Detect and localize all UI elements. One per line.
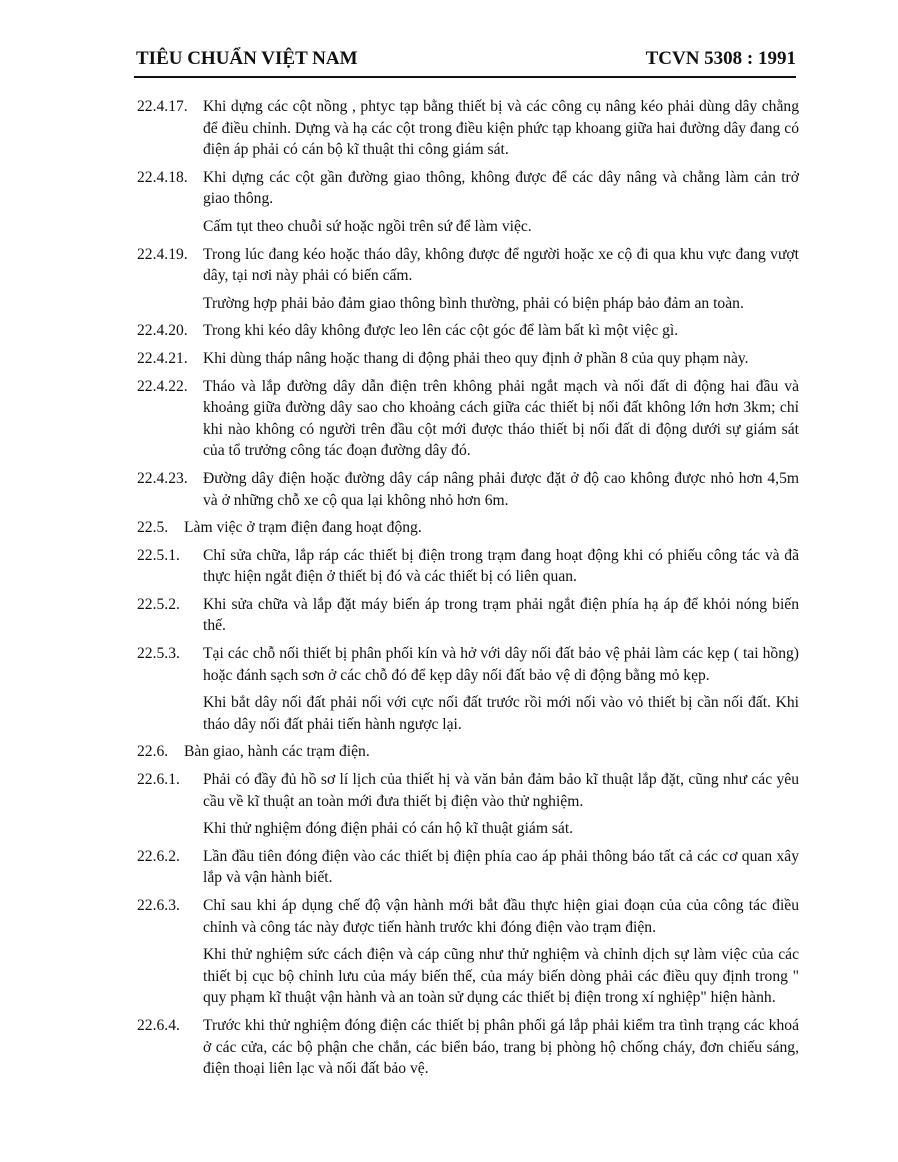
clause-item: [137, 468, 799, 511]
clause-text: Lần đầu tiên đóng điện vào các thiết bị điện phía cao áp phải thông báo tất cả các cơ quan xây lắp và vận hành biết.: [203, 847, 799, 887]
clause-number: 22.5.3.: [137, 645, 180, 663]
clause-item: [137, 594, 799, 637]
clause-number: 22.6.2.: [137, 847, 180, 865]
clause-number: 22.5.1.: [137, 546, 180, 564]
section-heading: [137, 741, 799, 763]
clause-text: Chỉ sau khi áp dụng chế độ vận hành mới bắt đầu thực hiện giai đoạn của của công tác điều chỉnh và công tác này được tiến hành trước khi đóng điện vào trạm điện.: [203, 897, 799, 936]
clause-number: 22.5.: [137, 519, 169, 537]
clause-text: Khi dựng các cột nồng , phtyc tạp bằng thiết bị và các công cụ nâng kéo phải dùng dây chằng để điều chỉnh. Dựng và hạ các cột trong điều kiện phức tạp khoang giữa hai đường dây đang có điện áp phải có cán bộ kĩ thuật thi công giám sát.: [203, 98, 799, 159]
clause-text: Trong khi kéo dây không được leo lên các cột góc để làm bất kì một việc gì.: [203, 322, 679, 340]
clause-number: 22.4.21.: [137, 349, 188, 367]
clause-item: [137, 643, 799, 686]
clause-item: [137, 376, 799, 462]
clause-number: 22.4.22.: [137, 377, 188, 395]
clause-number: 22.6.: [137, 743, 169, 761]
clause-number: 22.4.19.: [137, 245, 188, 263]
clause-paragraph: Khi bắt dây nối đất phải nối với cực nối đất trước rồi mới nối vào vỏ thiết bị cần nối đất. Khi tháo dây nối đất phải tiến hành ngược lại.: [203, 694, 799, 733]
clause-number: 22.4.23.: [137, 469, 188, 487]
clause-item: [137, 244, 799, 287]
clause-text: Chỉ sửa chữa, lắp ráp các thiết bị điện trong trạm đang hoạt động khi có phiếu công tác và đã thực hiện ngắt điện ở thiết bị đó và các thiết bị có liên quan.: [203, 546, 799, 586]
clause-number: 22.6.1.: [137, 771, 180, 789]
clause-text: Khi dùng tháp nâng hoặc thang di động phải theo quy định ở phần 8 của quy phạm này.: [203, 349, 749, 367]
clause-text: Phải có đầy đủ hồ sơ lí lịch của thiết hị và văn bản đảm bảo kĩ thuật lắp đặt, cũng như các yêu cầu về kĩ thuật an toàn mới đưa thiết bị điện vào thử nghiệm.: [203, 771, 799, 810]
clause-text: Đường dây điện hoặc đường dây cáp nâng phải được đặt ở độ cao không được nhỏ hơn 4,5m và ở những chỗ xe cộ qua lại không nhỏ hơn 6m.: [203, 469, 799, 509]
clause-item: [137, 846, 799, 889]
clause-item: [137, 769, 799, 812]
header-standard-code: TCVN 5308 : 1991: [645, 48, 796, 69]
clause-item: [137, 895, 799, 938]
clause-number: 22.4.20.: [137, 322, 188, 340]
document-body: [137, 96, 799, 1086]
clause-text: Khi dựng các cột gần đường giao thông, không được để các dây nâng và chằng làm cản trở giao thông.: [203, 168, 799, 208]
clause-paragraph: Cấm tụt theo chuỗi sứ hoặc ngồi trên sứ để làm việc.: [203, 217, 532, 235]
clause-item: [137, 320, 799, 342]
clause-paragraph: Khi thử nghiệm đóng điện phải có cán hộ kĩ thuật giám sát.: [203, 820, 574, 838]
header-standard-title: TIÊU CHUẨN VIỆT NAM: [136, 48, 358, 69]
clause-text: Làm việc ở trạm điện đang hoạt động.: [184, 519, 422, 537]
clause-number: 22.4.18.: [137, 168, 188, 186]
page-header: [134, 44, 796, 78]
clause-item: [137, 545, 799, 588]
clause-number: 22.6.4.: [137, 1016, 180, 1034]
clause-text: Khi sửa chữa và lắp đặt máy biến áp trong trạm phải ngắt điện phía hạ áp để khỏi nóng biến thế.: [203, 595, 799, 635]
clause-text: Trong lúc đang kéo hoặc tháo dây, không được để người hoặc xe cộ đi qua khu vực đang vượt dây, tại nơi này phải có biến cấm.: [203, 245, 799, 285]
clause-paragraph: Khi thử nghiệm sức cách điện và cáp cũng như thử nghiệm và chỉnh dịch sự làm việc của các thiết bị cục bộ chỉnh lưu của máy biến thế, của máy biến dòng phải các điều quy định trong " quy phạm kĩ thuật vận hành và an toàn sử dụng các thiết bị điện trong xí nghiệp" hiện hành.: [203, 946, 799, 1007]
clause-text: Tháo và lắp đường dây dẫn điện trên không phải ngắt mạch và nối đất di động hai đầu và khoảng giữa đường dây sao cho khoảng cách giữa các thiết bị nối đất không lớn hơn 3km; chỉ khi nào không có người trên đầu cột mới được tháo thiết bị nối đất di động dưới sự giám sát của tổ trưởng công tác đoạn đường dây đó.: [203, 377, 799, 460]
clause-item: [137, 96, 799, 161]
clause-text: Bàn giao, hành các trạm điện.: [184, 743, 370, 761]
clause-number: 22.4.17.: [137, 98, 188, 115]
clause-text: Trước khi thử nghiệm đóng điện các thiết bị phân phối gá lắp phải kiểm tra tình trạng các khoá ở các cửa, các bộ phận che chắn, các biển báo, trang bị phòng hộ chống cháy, đơn chiếu sáng, điện thoại liên lạc và nối đất bảo vệ.: [203, 1016, 799, 1078]
clause-item: [137, 1015, 799, 1080]
clause-number: 22.5.2.: [137, 595, 180, 613]
clause-paragraph: Trường hợp phải bảo đảm giao thông bình thường, phải có biện pháp bảo đảm an toàn.: [203, 294, 744, 312]
clause-number: 22.6.3.: [137, 897, 180, 914]
clause-text: Tại các chỗ nối thiết bị phân phối kín và hở với dây nối đất bảo vệ phải làm các kẹp ( tai hồng) hoặc đánh sạch sơn ở các chỗ đó để kẹp dây nối đất bảo vệ di động bằng mỏ kẹp.: [203, 645, 799, 684]
clause-item: [137, 348, 799, 370]
clause-item: [137, 167, 799, 210]
section-heading: [137, 517, 799, 539]
